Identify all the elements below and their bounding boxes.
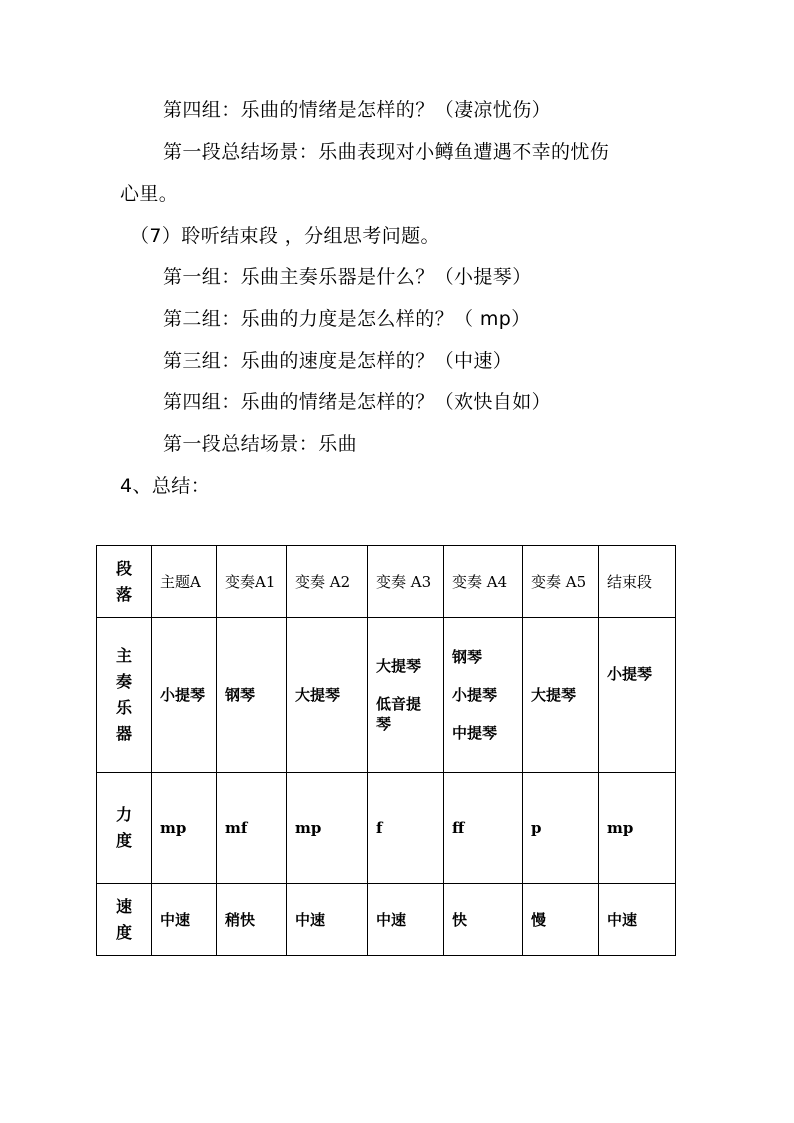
instrument-name: 小提琴 — [452, 686, 498, 704]
label-char: 落 — [115, 584, 132, 604]
row-label-dynamics — [97, 773, 152, 884]
instrument-cell — [368, 618, 444, 773]
label-char: 度 — [115, 922, 132, 942]
instrument-cell — [523, 618, 599, 773]
instrument-name: 钢琴 — [452, 648, 483, 666]
label-char: 主 — [115, 646, 132, 665]
dynamics-cell: p — [523, 773, 599, 884]
dynamics-cell: f — [368, 773, 444, 884]
instrument-name: 小提琴 — [607, 665, 653, 683]
label-char: 段 — [115, 558, 132, 578]
tempo-cell: 稍快 — [217, 884, 287, 956]
column-header: 变奏 A3 — [368, 546, 444, 618]
label-char: 力 — [115, 805, 132, 824]
paragraph-2: 第一段总结场景：乐曲表现对小鳟鱼遭遇不幸的忧伤 — [163, 141, 610, 163]
label-char: 奏 — [115, 672, 132, 691]
paragraph-5: 第一组：乐曲主奏乐器是什么？（小提琴） — [163, 266, 532, 288]
column-header: 变奏A1 — [217, 546, 287, 618]
paragraph-6: 第二组：乐曲的力度是怎么样的？（ mp） — [163, 308, 531, 330]
instrument-cell — [152, 618, 217, 773]
label-char: 速 — [115, 896, 132, 916]
row-label-tempo — [97, 884, 152, 956]
tempo-cell: 中速 — [599, 884, 676, 956]
instrument-name: 低音提琴 — [376, 695, 422, 733]
instrument-name: 大提琴 — [376, 657, 422, 675]
tempo-cell: 中速 — [152, 884, 217, 956]
instrument-cell — [287, 618, 368, 773]
paragraph-1: 第四组：乐曲的情绪是怎样的？（凄凉忧伤） — [163, 99, 552, 121]
summary-table — [96, 545, 676, 956]
instrument-name: 钢琴 — [225, 686, 256, 704]
table-row-header — [97, 546, 676, 618]
label-char: 器 — [115, 724, 132, 743]
dynamics-cell: mf — [217, 773, 287, 884]
dynamics-cell: ff — [444, 773, 523, 884]
dynamics-cell: mp — [287, 773, 368, 884]
instrument-cell — [599, 618, 676, 773]
label-char: 乐 — [115, 698, 132, 717]
table-row-dynamics — [97, 773, 676, 884]
paragraph-9: 第一段总结场景：乐曲 — [163, 433, 358, 455]
instrument-name: 大提琴 — [531, 686, 577, 704]
table-row-tempo — [97, 884, 676, 956]
column-header: 变奏 A4 — [444, 546, 523, 618]
table-row-instrument — [97, 618, 676, 773]
column-header: 主题A — [152, 546, 217, 618]
tempo-cell: 中速 — [368, 884, 444, 956]
instrument-name: 小提琴 — [160, 686, 206, 704]
row-label-instrument — [97, 618, 152, 773]
paragraph-7: 第三组：乐曲的速度是怎样的？（中速） — [163, 350, 513, 372]
dynamics-cell: mp — [599, 773, 676, 884]
dynamics-cell: mp — [152, 773, 217, 884]
instrument-name: 大提琴 — [295, 686, 341, 704]
column-header: 变奏 A2 — [287, 546, 368, 618]
instrument-cell — [444, 618, 523, 773]
paragraph-3: 心里。 — [120, 183, 179, 205]
paragraph-8: 第四组：乐曲的情绪是怎样的？（欢快自如） — [163, 391, 552, 413]
column-header: 变奏 A5 — [523, 546, 599, 618]
label-char: 度 — [115, 831, 132, 850]
tempo-cell: 快 — [444, 884, 523, 956]
section-heading-summary: 4、总结： — [120, 475, 211, 497]
column-header: 结束段 — [599, 546, 676, 618]
row-label-section — [97, 546, 152, 618]
tempo-cell: 中速 — [287, 884, 368, 956]
paragraph-4: （7）聆听结束段 ，分组思考问题。 — [130, 225, 440, 247]
instrument-cell — [217, 618, 287, 773]
tempo-cell: 慢 — [523, 884, 599, 956]
instrument-name: 中提琴 — [452, 724, 498, 742]
